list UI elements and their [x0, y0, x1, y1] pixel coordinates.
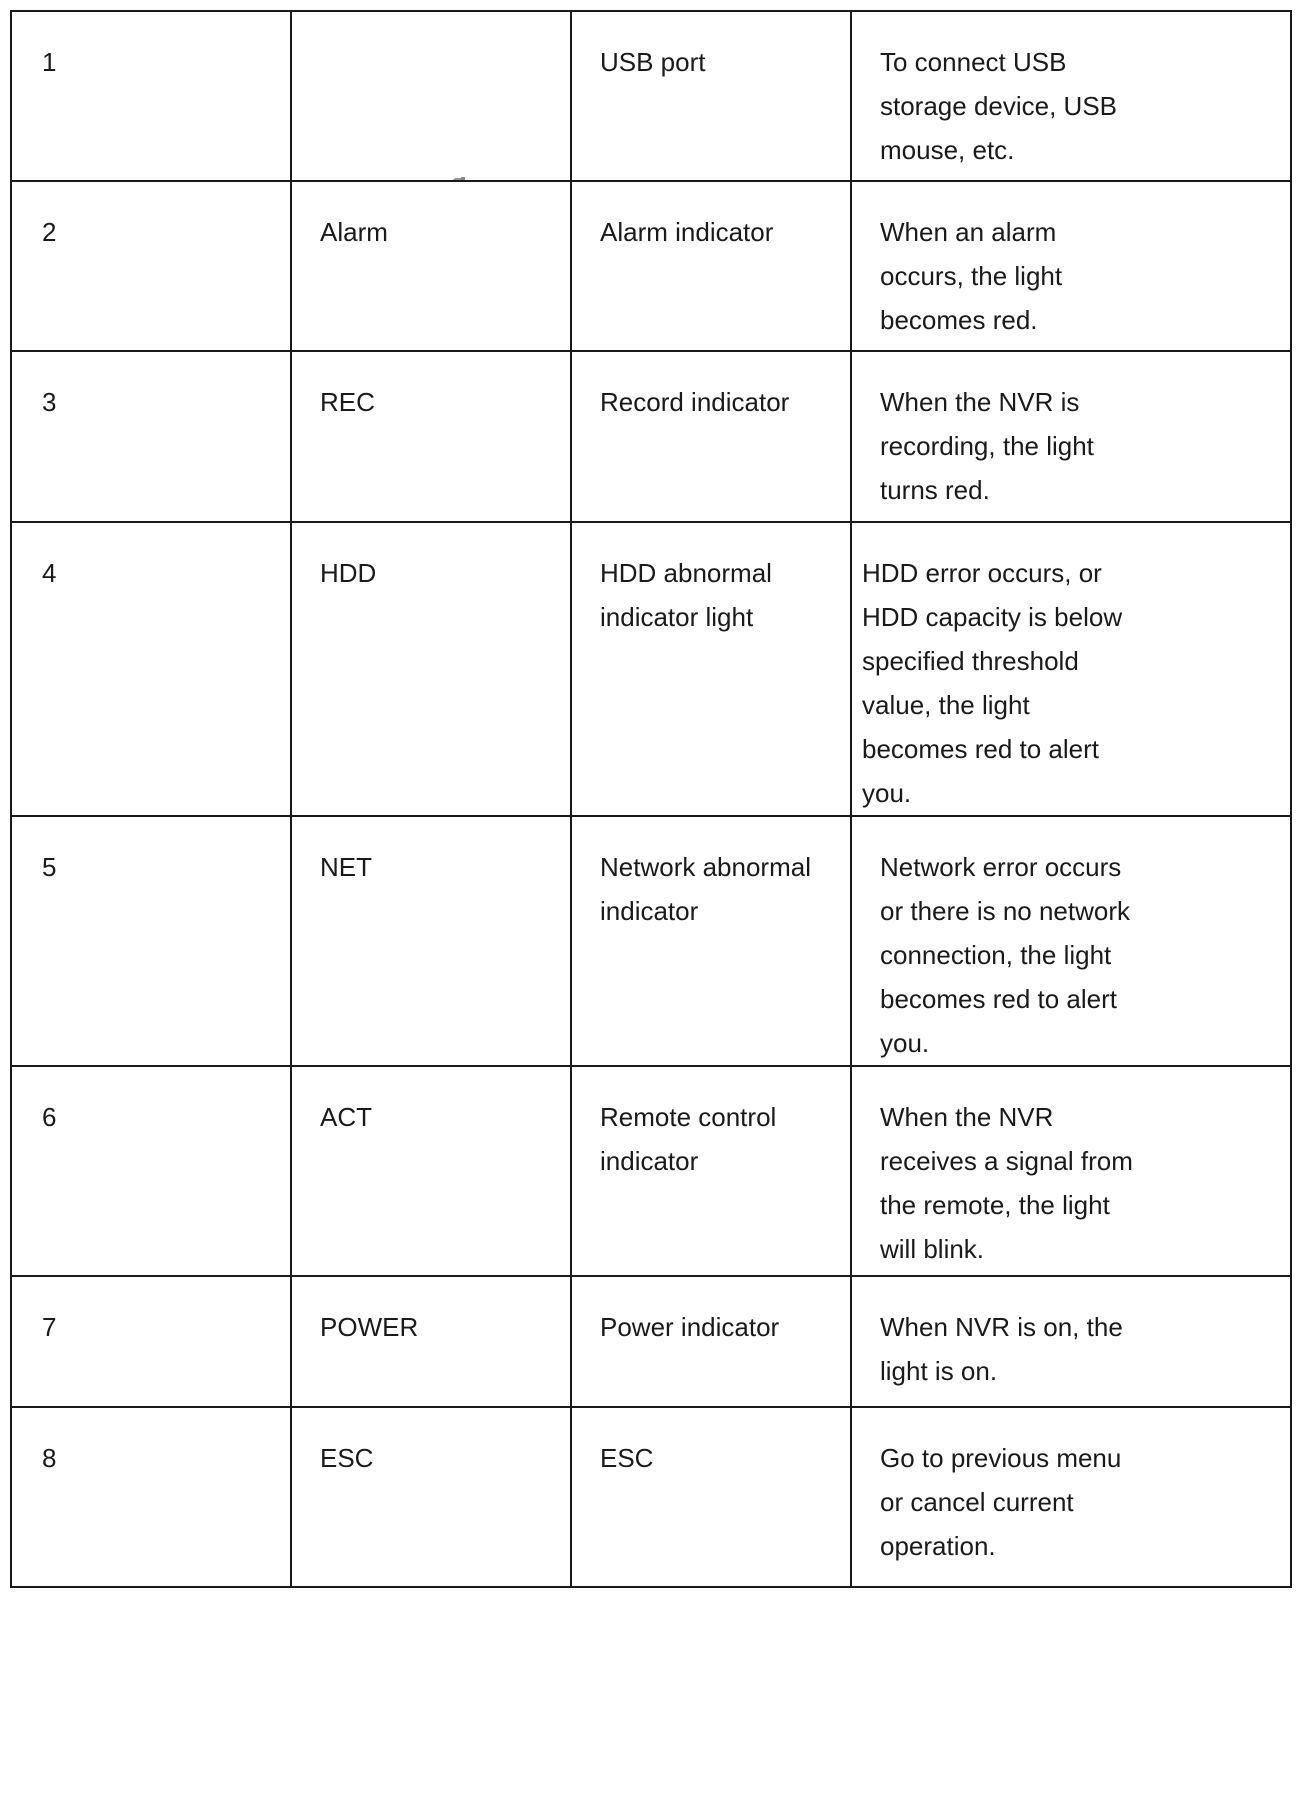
item-description: HDD error occurs, or HDD capacity is below specified threshold value, the light becomes red to alert you.	[851, 522, 1291, 816]
panel-label	[291, 11, 571, 181]
item-name: Power indicator	[571, 1276, 851, 1407]
item-name: HDD abnormal indicator light	[571, 522, 851, 816]
table-row	[11, 11, 1291, 181]
item-name: ESC	[571, 1407, 851, 1587]
row-number: 4	[11, 522, 291, 816]
table-row	[11, 1066, 1291, 1276]
table-row	[11, 181, 1291, 351]
table-row	[11, 816, 1291, 1066]
table-row	[11, 522, 1291, 816]
row-number: 8	[11, 1407, 291, 1587]
panel-label: Alarm	[291, 181, 571, 351]
row-number: 1	[11, 11, 291, 181]
item-description: To connect USB storage device, USB mouse, etc.	[851, 11, 1291, 181]
item-description: When NVR is on, the light is on.	[851, 1276, 1291, 1407]
item-name: Alarm indicator	[571, 181, 851, 351]
row-number: 5	[11, 816, 291, 1066]
item-description: When an alarm occurs, the light becomes red.	[851, 181, 1291, 351]
panel-label: ACT	[291, 1066, 571, 1276]
indicator-table	[10, 10, 1292, 1588]
panel-label: POWER	[291, 1276, 571, 1407]
item-name: Record indicator	[571, 351, 851, 522]
panel-label: NET	[291, 816, 571, 1066]
panel-label: ESC	[291, 1407, 571, 1587]
panel-label: HDD	[291, 522, 571, 816]
item-description: Go to previous menu or cancel current operation.	[851, 1407, 1291, 1587]
table-row	[11, 1407, 1291, 1587]
item-description: When the NVR is recording, the light turns red.	[851, 351, 1291, 522]
table-row	[11, 1276, 1291, 1407]
item-name: USB port	[571, 11, 851, 181]
row-number: 6	[11, 1066, 291, 1276]
row-number: 3	[11, 351, 291, 522]
row-number: 2	[11, 181, 291, 351]
table-row	[11, 351, 1291, 522]
item-description: Network error occurs or there is no network connection, the light becomes red to alert you.	[851, 816, 1291, 1066]
item-description: When the NVR receives a signal from the remote, the light will blink.	[851, 1066, 1291, 1276]
row-number: 7	[11, 1276, 291, 1407]
item-name: Remote control indicator	[571, 1066, 851, 1276]
item-name: Network abnormal indicator	[571, 816, 851, 1066]
panel-label: REC	[291, 351, 571, 522]
